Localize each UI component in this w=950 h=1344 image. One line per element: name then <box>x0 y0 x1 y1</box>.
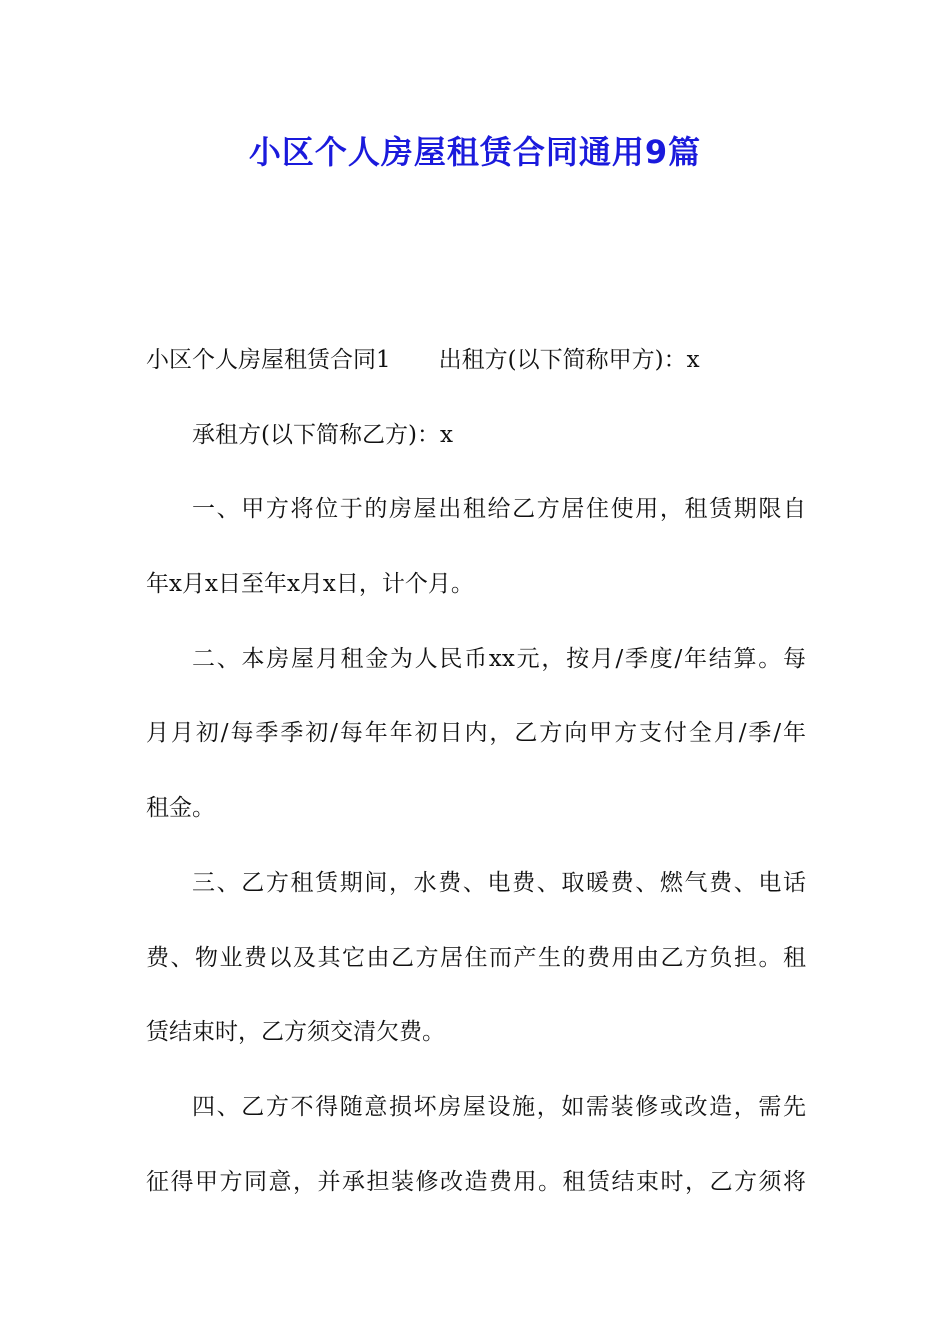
clause-2-line-3: 租金。 <box>146 795 215 822</box>
clause-2-line-1: 二、本房屋月租金为人民币xx元，按月/季度/年结算。每 <box>192 645 806 672</box>
document-title: 小区个人房屋租赁合同通用9篇 <box>248 133 702 171</box>
contract-heading-line <box>146 337 806 412</box>
clause-3-line-1: 三、乙方租赁期间，水费、电费、取暖费、燃气费、电话 <box>192 869 806 896</box>
lessor-line: 出租方(以下简称甲方)：x <box>438 347 700 373</box>
document-body <box>146 337 806 1233</box>
clause-1-line-2: 年x月x日至年x月x日，计个月。 <box>146 571 474 598</box>
clause-2-line-2: 月月初/每季季初/每年年初日内，乙方向甲方支付全月/季/年 <box>146 720 806 747</box>
contract-number: 小区个人房屋租赁合同1 <box>146 347 391 373</box>
clause-3-line-2: 费、物业费以及其它由乙方居住而产生的费用由乙方负担。租 <box>146 944 806 971</box>
clause-4-line-1: 四、乙方不得随意损坏房屋设施，如需装修或改造，需先 <box>192 1093 806 1120</box>
clause-1-line-1: 一、甲方将位于的房屋出租给乙方居住使用，租赁期限自 <box>192 496 806 523</box>
clause-3-line-3: 赁结束时，乙方须交清欠费。 <box>146 1019 445 1046</box>
clause-4-line-2: 征得甲方同意，并承担装修改造费用。租赁结束时，乙方须将 <box>146 1168 806 1195</box>
lessee-line: 承租方(以下简称乙方)：x <box>192 421 453 448</box>
